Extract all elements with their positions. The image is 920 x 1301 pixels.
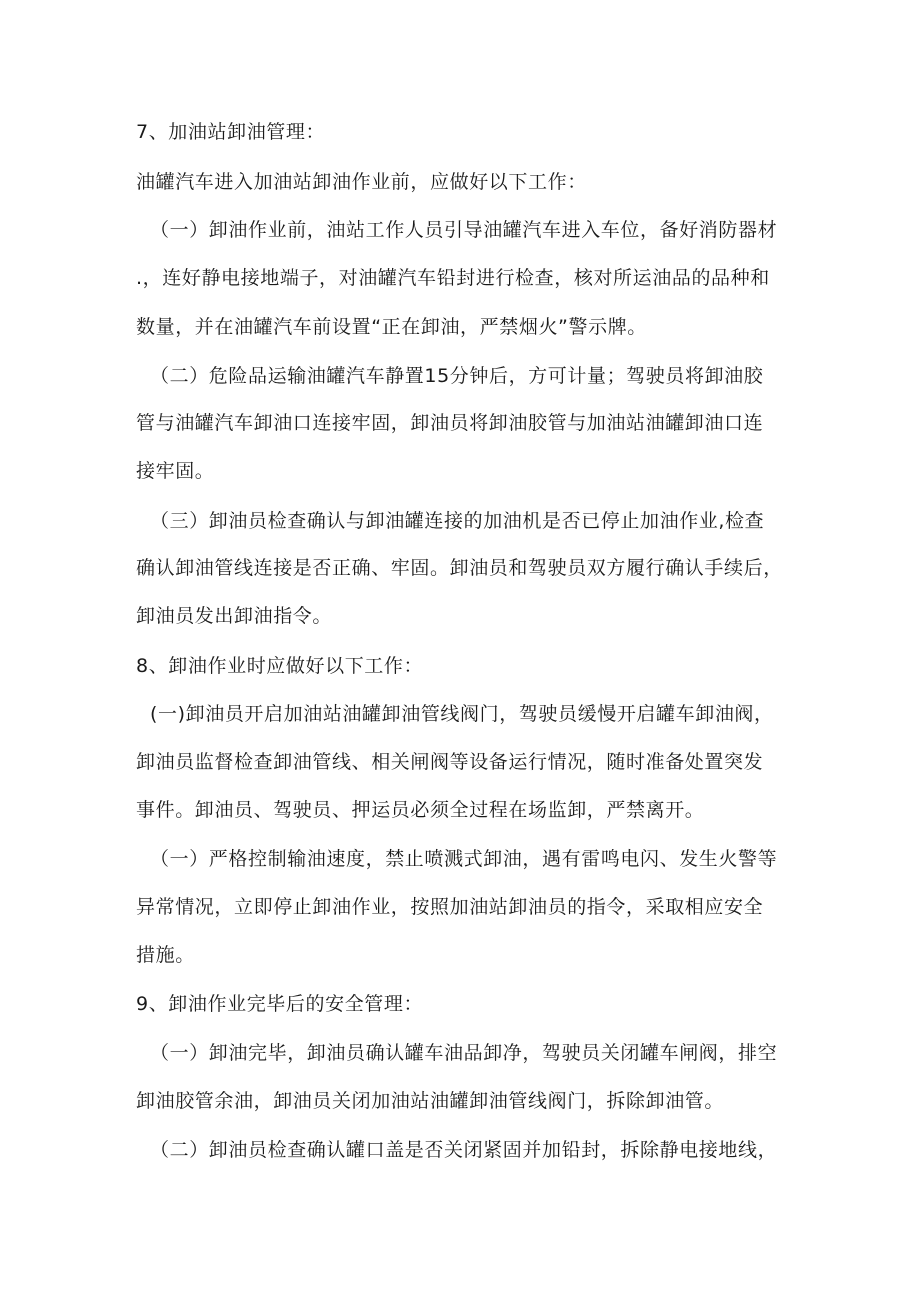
paragraph-line: （一）严格控制输油速度，禁止喷溅式卸油，遇有雷鸣电闪、发生火警等 [150, 848, 778, 870]
paragraph-line: （三）卸油员检查确认与卸油罐连接的加油机是否已停止加油作业,检查 [150, 510, 765, 532]
paragraph-line: 确认卸油管线连接是否正确、牢固。卸油员和驾驶员双方履行确认手续后， [136, 557, 783, 579]
paragraph-line: 卸油胶管余油，卸油员关闭加油站油罐卸油管线阀门，拆除卸油管。 [136, 1090, 725, 1112]
paragraph-line: .，连好静电接地端子，对油罐汽车铅封进行检查，核对所运油品的品种和 [136, 267, 770, 289]
paragraph-line: （二）卸油员检查确认罐口盖是否关闭紧固并加铅封，拆除静电接地线， [150, 1139, 778, 1161]
paragraph-line: 卸油员发出卸油指令。 [136, 605, 333, 627]
paragraph-line: 事件。卸油员、驾驶员、押运员必须全过程在场监卸，严禁离开。 [136, 799, 705, 821]
section-9-heading: 9、卸油作业完毕后的安全管理： [136, 993, 424, 1015]
section-8-heading: 8、卸油作业时应做好以下工作： [136, 655, 424, 677]
paragraph-line: (一)卸油员开启加油站油罐卸油管线阀门，驾驶员缓慢开启罐车卸油阀， [150, 703, 774, 725]
section-7-heading: 7、加油站卸油管理： [136, 121, 326, 143]
paragraph-line: 接牢固。 [136, 460, 215, 482]
paragraph-line: （一）卸油作业前，油站工作人员引导油罐汽车进入车位，备好消防器材 [150, 219, 778, 241]
paragraph-line: 管与油罐汽车卸油口连接牢固，卸油员将卸油胶管与加油站油罐卸油口连 [136, 412, 764, 434]
paragraph-line: 数量，并在油罐汽车前设置“正在卸油，严禁烟火”警示牌。 [136, 316, 647, 338]
paragraph-line: 异常情况，立即停止卸油作业，按照加油站卸油员的指令，采取相应安全 [136, 896, 764, 918]
paragraph-line: 措施。 [136, 944, 195, 966]
paragraph-line: （二）危险品运输油罐汽车静置15分钟后，方可计量；驾驶员将卸油胶 [150, 365, 764, 387]
paragraph-line: （一）卸油完毕，卸油员确认罐车油品卸净，驾驶员关闭罐车闸阀，排空 [150, 1042, 778, 1064]
paragraph-line: 卸油员监督检查卸油管线、相关闸阀等设备运行情况，随时准备处置突发 [136, 751, 764, 773]
paragraph-line: 油罐汽车进入加油站卸油作业前，应做好以下工作： [136, 171, 587, 193]
